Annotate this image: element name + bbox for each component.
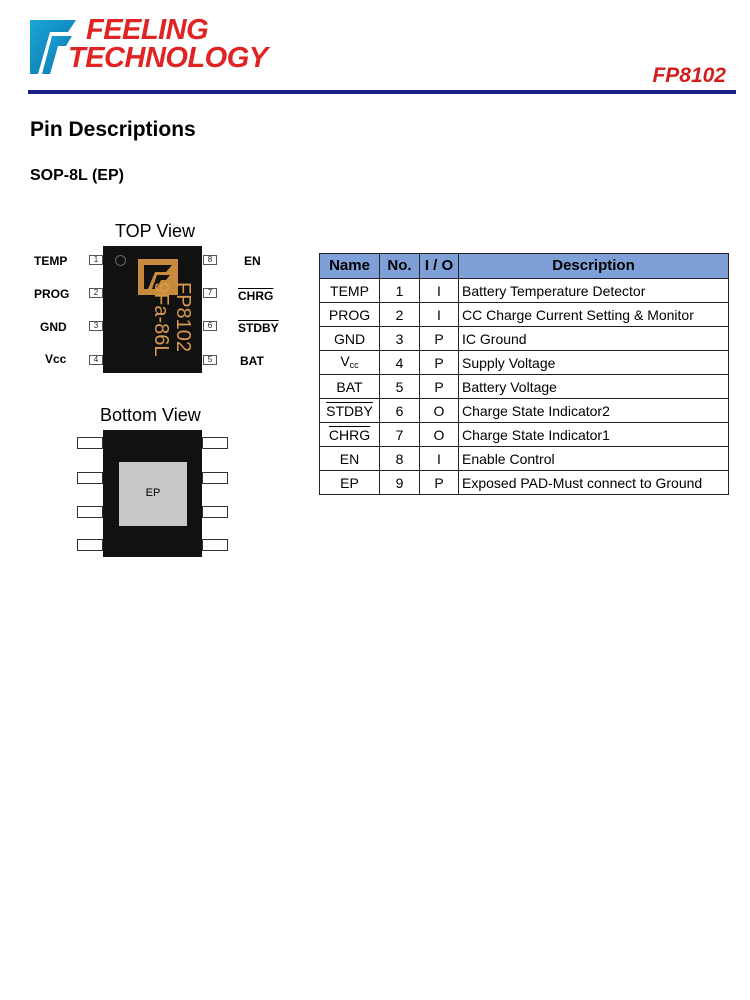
- exposed-pad-label: EP: [145, 487, 161, 499]
- cell-description: Supply Voltage: [459, 351, 729, 375]
- cell-description: Exposed PAD-Must connect to Ground: [459, 471, 729, 495]
- header-description: Description: [459, 254, 729, 279]
- pin1-marker-icon: [115, 255, 126, 266]
- table-row: [320, 303, 729, 327]
- pin-label-stdby: STDBY: [238, 321, 279, 335]
- cell-io-type: P: [420, 327, 459, 351]
- logo-text-technology: TECHNOLOGY: [68, 42, 268, 74]
- table-row: [320, 447, 729, 471]
- cell-description: Battery Temperature Detector: [459, 279, 729, 303]
- cell-io-type: I: [420, 447, 459, 471]
- table-row: [320, 375, 729, 399]
- lead-left-3: [77, 506, 103, 518]
- pin-number-5: 5: [203, 355, 217, 365]
- lead-right-3: [202, 506, 228, 518]
- cell-pin-name: [320, 447, 380, 471]
- lead-left-2: [77, 472, 103, 484]
- logo-text-feeling: FEELING: [86, 14, 209, 46]
- package-label: SOP-8L (EP): [30, 167, 124, 184]
- cell-pin-number: 6: [380, 399, 420, 423]
- pin-name-subscript: cc: [349, 359, 359, 370]
- pin-label-en: EN: [244, 254, 261, 268]
- pin-label-vcc: Vcc: [45, 352, 67, 366]
- cell-pin-name: [320, 399, 380, 423]
- table-row: [320, 423, 729, 447]
- cell-description: Charge State Indicator2: [459, 399, 729, 423]
- header-name: Name: [320, 254, 380, 279]
- pin-name-text: CHRG: [328, 426, 371, 443]
- pin-number-2: 2: [89, 288, 103, 298]
- cell-pin-name: [320, 279, 380, 303]
- table-row: [320, 351, 729, 375]
- table-row: [320, 279, 729, 303]
- pin-name-text: GND: [333, 330, 366, 347]
- pin-number-7: 7: [203, 288, 217, 298]
- cell-pin-name: [320, 423, 380, 447]
- cell-pin-number: 8: [380, 447, 420, 471]
- cell-description: IC Ground: [459, 327, 729, 351]
- table-header-row: [320, 254, 729, 279]
- pin-label-prog: PROG: [34, 287, 70, 301]
- cell-io-type: I: [420, 279, 459, 303]
- pin-number-8: 8: [203, 255, 217, 265]
- header-io: I / O: [420, 254, 459, 279]
- pin-number-3: 3: [89, 321, 103, 331]
- pin-name-text: STDBY: [326, 402, 373, 419]
- cell-pin-name: [320, 327, 380, 351]
- part-number: FP8102: [652, 64, 726, 87]
- cell-description: Charge State Indicator1: [459, 423, 729, 447]
- pin-number-1: 1: [89, 255, 103, 265]
- top-view-title: TOP View: [115, 221, 196, 241]
- table-row: [320, 327, 729, 351]
- cell-description: Battery Voltage: [459, 375, 729, 399]
- cell-pin-number: 4: [380, 351, 420, 375]
- lead-left-1: [77, 437, 103, 449]
- cell-pin-number: 1: [380, 279, 420, 303]
- cell-pin-number: 2: [380, 303, 420, 327]
- pin-name-text: PROG: [328, 306, 371, 323]
- chip-marking-line1: FP8102: [172, 282, 194, 353]
- cell-pin-number: 9: [380, 471, 420, 495]
- pin-number-6: 6: [203, 321, 217, 331]
- cell-pin-name: [320, 375, 380, 399]
- lead-left-4: [77, 539, 103, 551]
- cell-io-type: O: [420, 399, 459, 423]
- pin-name-text: BAT: [336, 378, 363, 395]
- pin-label-bat: BAT: [240, 354, 264, 368]
- cell-pin-name: [320, 471, 380, 495]
- chip-marking: [142, 282, 202, 372]
- page-title: Pin Descriptions: [30, 118, 196, 141]
- bottom-view-title: Bottom View: [100, 405, 201, 425]
- cell-io-type: P: [420, 471, 459, 495]
- table-row: [320, 471, 729, 495]
- pin-name-text: V: [340, 352, 350, 369]
- cell-io-type: P: [420, 351, 459, 375]
- header-divider: [28, 90, 736, 94]
- table-row: [320, 399, 729, 423]
- cell-description: CC Charge Current Setting & Monitor: [459, 303, 729, 327]
- pin-description-table: [319, 253, 729, 495]
- lead-right-4: [202, 539, 228, 551]
- cell-pin-number: 5: [380, 375, 420, 399]
- pin-label-temp: TEMP: [34, 254, 68, 268]
- cell-pin-number: 3: [380, 327, 420, 351]
- cell-io-type: I: [420, 303, 459, 327]
- cell-description: Enable Control: [459, 447, 729, 471]
- lead-right-2: [202, 472, 228, 484]
- pin-number-4: 4: [89, 355, 103, 365]
- cell-pin-name: [320, 351, 380, 375]
- pin-name-text: TEMP: [330, 282, 369, 299]
- lead-right-1: [202, 437, 228, 449]
- pin-label-chrg: CHRG: [238, 289, 274, 303]
- pin-name-text: EP: [340, 474, 359, 491]
- cell-pin-number: 7: [380, 423, 420, 447]
- chip-marking-line2: 9Fa-86L: [150, 282, 172, 357]
- cell-io-type: P: [420, 375, 459, 399]
- cell-pin-name: [320, 303, 380, 327]
- pin-name-text: EN: [339, 450, 360, 467]
- cell-io-type: O: [420, 423, 459, 447]
- header-no: No.: [380, 254, 420, 279]
- pin-label-gnd: GND: [40, 320, 67, 334]
